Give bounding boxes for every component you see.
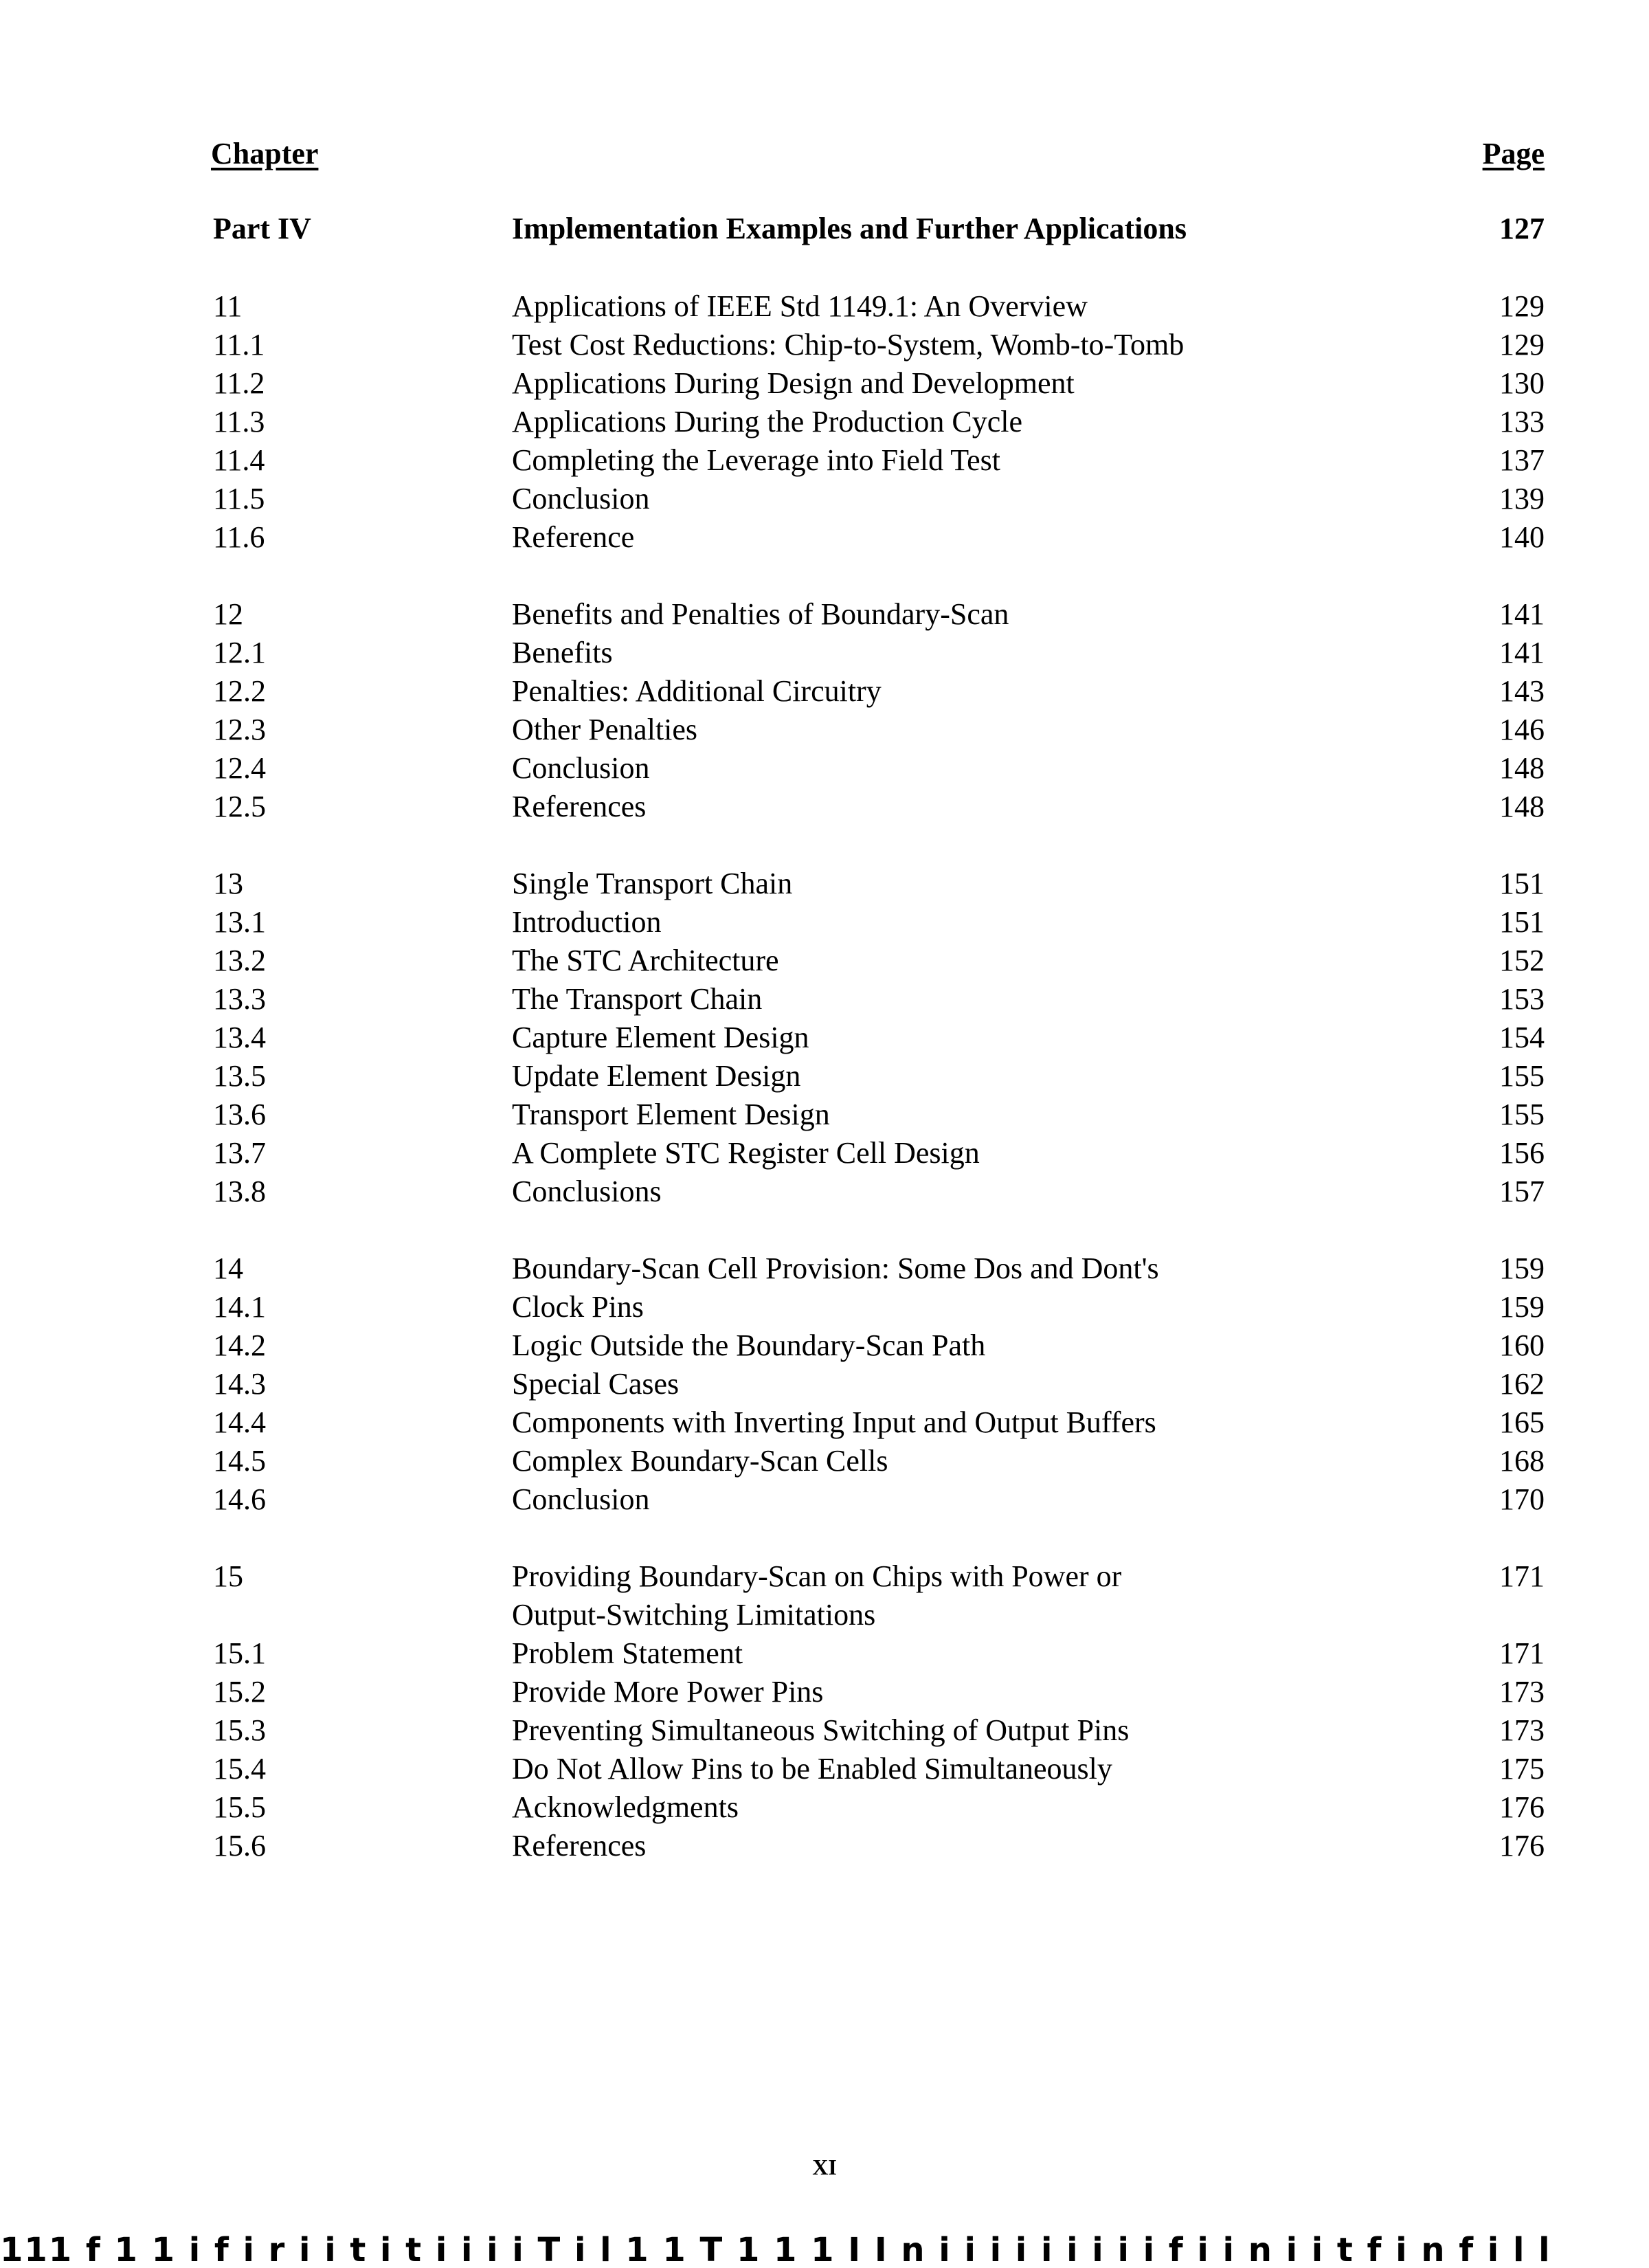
toc-entry-number: Part IV bbox=[213, 212, 311, 245]
toc-entry-title: Benefits and Penalties of Boundary-Scan bbox=[512, 597, 1009, 631]
toc-entry-page: 129 bbox=[1499, 328, 1545, 362]
toc-entry-title: Preventing Simultaneous Switching of Output Pins bbox=[512, 1713, 1130, 1747]
toc-entry-number: 11.3 bbox=[213, 405, 265, 438]
toc-entry-page: 159 bbox=[1499, 1290, 1545, 1324]
toc-entry-page: 155 bbox=[1499, 1098, 1545, 1131]
toc-entry-number: 11.4 bbox=[213, 443, 265, 477]
toc-entry-title: Components with Inverting Input and Output Buffers bbox=[512, 1405, 1156, 1439]
toc-entry-page: 148 bbox=[1499, 751, 1545, 785]
toc-entry-number: 15.2 bbox=[213, 1675, 266, 1709]
toc-entry-page: 156 bbox=[1499, 1136, 1545, 1170]
toc-entry-title: Penalties: Additional Circuitry bbox=[512, 674, 882, 708]
toc-entry-title: Providing Boundary-Scan on Chips with Power or Output-Switching Limitations bbox=[512, 1559, 1122, 1632]
toc-entry-title: Benefits bbox=[512, 636, 613, 669]
toc-entry-page: 133 bbox=[1499, 405, 1545, 438]
toc-entry-title: Conclusions bbox=[512, 1175, 662, 1208]
toc-entry-page: 130 bbox=[1499, 366, 1545, 400]
toc-entry-number: 13.7 bbox=[213, 1136, 266, 1170]
toc-entry-title: Complex Boundary-Scan Cells bbox=[512, 1444, 888, 1478]
toc-entry-number: 15.6 bbox=[213, 1829, 266, 1863]
toc-entry-page: 151 bbox=[1499, 867, 1545, 900]
toc-entry-number: 14.6 bbox=[213, 1482, 266, 1516]
toc-entry-page: 170 bbox=[1499, 1482, 1545, 1516]
toc-entry-title: Provide More Power Pins bbox=[512, 1675, 824, 1709]
toc-entry-number: 13.1 bbox=[213, 905, 266, 939]
chapter-column-header: Chapter bbox=[211, 137, 319, 170]
toc-entry-page: 152 bbox=[1499, 944, 1545, 977]
toc-entry-number: 15.1 bbox=[213, 1636, 266, 1670]
toc-entry-number: 13.5 bbox=[213, 1059, 266, 1093]
toc-entry-page: 157 bbox=[1499, 1175, 1545, 1208]
toc-entry-number: 14.1 bbox=[213, 1290, 266, 1324]
toc-entry-number: 13 bbox=[213, 867, 243, 900]
toc-entry-title: Other Penalties bbox=[512, 713, 698, 746]
toc-entry-number: 11 bbox=[213, 289, 243, 323]
toc-entry-number: 11.1 bbox=[213, 328, 265, 362]
toc-entry-title: Conclusion bbox=[512, 751, 650, 785]
toc-entry-page: 168 bbox=[1499, 1444, 1545, 1478]
toc-entry-title: The Transport Chain bbox=[512, 982, 763, 1016]
toc-entry-title: Transport Element Design bbox=[512, 1098, 830, 1131]
toc-entry-page: 127 bbox=[1499, 212, 1545, 245]
toc-entry-title: References bbox=[512, 790, 647, 823]
toc-entry-page: 139 bbox=[1499, 482, 1545, 515]
toc-entry-number: 12 bbox=[213, 597, 243, 631]
toc-entry-number: 12.3 bbox=[213, 713, 266, 746]
toc-entry-number: 13.6 bbox=[213, 1098, 266, 1131]
toc-entry-number: 12.4 bbox=[213, 751, 266, 785]
toc-entry-number: 14.4 bbox=[213, 1405, 266, 1439]
toc-entry-page: 173 bbox=[1499, 1675, 1545, 1709]
toc-entry-title: The STC Architecture bbox=[512, 944, 779, 977]
toc-entry-number: 14 bbox=[213, 1252, 243, 1285]
toc-entry-page: 129 bbox=[1499, 289, 1545, 323]
toc-entry-number: 12.2 bbox=[213, 674, 266, 708]
toc-entry-page: 143 bbox=[1499, 674, 1545, 708]
toc-entry-title: Implementation Examples and Further Applications bbox=[512, 212, 1187, 245]
toc-entry-title: Logic Outside the Boundary-Scan Path bbox=[512, 1328, 986, 1362]
toc-entry-page: 154 bbox=[1499, 1021, 1545, 1054]
toc-entry-title: Do Not Allow Pins to be Enabled Simultaneously bbox=[512, 1752, 1112, 1786]
toc-entry-number: 15.4 bbox=[213, 1752, 266, 1786]
toc-entry-title: Conclusion bbox=[512, 482, 650, 515]
toc-entry-title: Applications During Design and Development bbox=[512, 366, 1075, 400]
toc-entry-page: 171 bbox=[1499, 1559, 1545, 1593]
toc-entry-title: Boundary-Scan Cell Provision: Some Dos and Dont's bbox=[512, 1252, 1159, 1285]
toc-entry-title: A Complete STC Register Cell Design bbox=[512, 1136, 980, 1170]
toc-entry-number: 11.2 bbox=[213, 366, 265, 400]
toc-entry-page: 148 bbox=[1499, 790, 1545, 823]
toc-entry-number: 13.3 bbox=[213, 982, 266, 1016]
toc-entry-number: 15.3 bbox=[213, 1713, 266, 1747]
toc-entry-number: 12.5 bbox=[213, 790, 266, 823]
toc-entry-title: Acknowledgments bbox=[512, 1790, 739, 1824]
toc-entry-title: Test Cost Reductions: Chip-to-System, Womb-to-Tomb bbox=[512, 328, 1185, 362]
toc-entry-number: 14.5 bbox=[213, 1444, 266, 1478]
toc-entry-title: Capture Element Design bbox=[512, 1021, 809, 1054]
toc-entry-number: 15 bbox=[213, 1559, 243, 1593]
toc-entry-page: 175 bbox=[1499, 1752, 1545, 1786]
toc-entry-title: Special Cases bbox=[512, 1367, 680, 1401]
toc-entry-number: 11.5 bbox=[213, 482, 265, 515]
toc-entry-page: 173 bbox=[1499, 1713, 1545, 1747]
toc-entry-page: 141 bbox=[1499, 597, 1545, 631]
toc-entry-title: Problem Statement bbox=[512, 1636, 743, 1670]
toc-entry-number: 13.2 bbox=[213, 944, 266, 977]
toc-entry-number: 14.2 bbox=[213, 1328, 266, 1362]
toc-entry-page: 162 bbox=[1499, 1367, 1545, 1401]
toc-entry-number: 13.4 bbox=[213, 1021, 266, 1054]
toc-entry-title: Introduction bbox=[512, 905, 662, 939]
toc-entry-title: Conclusion bbox=[512, 1482, 650, 1516]
toc-entry-title: Applications During the Production Cycle bbox=[512, 405, 1022, 438]
toc-entry-title: Single Transport Chain bbox=[512, 867, 793, 900]
toc-entry-page: 146 bbox=[1499, 713, 1545, 746]
toc-entry-title: Completing the Leverage into Field Test bbox=[512, 443, 1000, 477]
toc-entry-number: 12.1 bbox=[213, 636, 266, 669]
toc-entry-page: 140 bbox=[1499, 520, 1545, 554]
toc-entry-page: 137 bbox=[1499, 443, 1545, 477]
toc-entry-title: Clock Pins bbox=[512, 1290, 644, 1324]
toc-entry-page: 151 bbox=[1499, 905, 1545, 939]
toc-entry-title: Applications of IEEE Std 1149.1: An Overview bbox=[512, 289, 1088, 323]
toc-entry-number: 14.3 bbox=[213, 1367, 266, 1401]
toc-entry-title: References bbox=[512, 1829, 647, 1863]
toc-entry-number: 15.5 bbox=[213, 1790, 266, 1824]
toc-entry-page: 165 bbox=[1499, 1405, 1545, 1439]
page-column-header: Page bbox=[1482, 137, 1545, 170]
page-folio: XI bbox=[812, 2155, 837, 2179]
toc-entry-page: 153 bbox=[1499, 982, 1545, 1016]
toc-entry-page: 171 bbox=[1499, 1636, 1545, 1670]
toc-entry-page: 176 bbox=[1499, 1790, 1545, 1824]
toc-entry-page: 160 bbox=[1499, 1328, 1545, 1362]
toc-entry-page: 141 bbox=[1499, 636, 1545, 669]
toc-entry-number: 11.6 bbox=[213, 520, 265, 554]
toc-entry-number: 13.8 bbox=[213, 1175, 266, 1208]
toc-entry-title: Reference bbox=[512, 520, 635, 554]
scan-artifact-text: 111 f 1 1 i f i r i i t i t i i i i T i l 1 1 T 1 1 1 I I n i i i i i i i i i f i i n i i t f i n f i l l bbox=[0, 2232, 1551, 2268]
toc-entry-page: 155 bbox=[1499, 1059, 1545, 1093]
toc-entry-title: Update Element Design bbox=[512, 1059, 801, 1093]
toc-entry-page: 176 bbox=[1499, 1829, 1545, 1863]
toc-entry-page: 159 bbox=[1499, 1252, 1545, 1285]
